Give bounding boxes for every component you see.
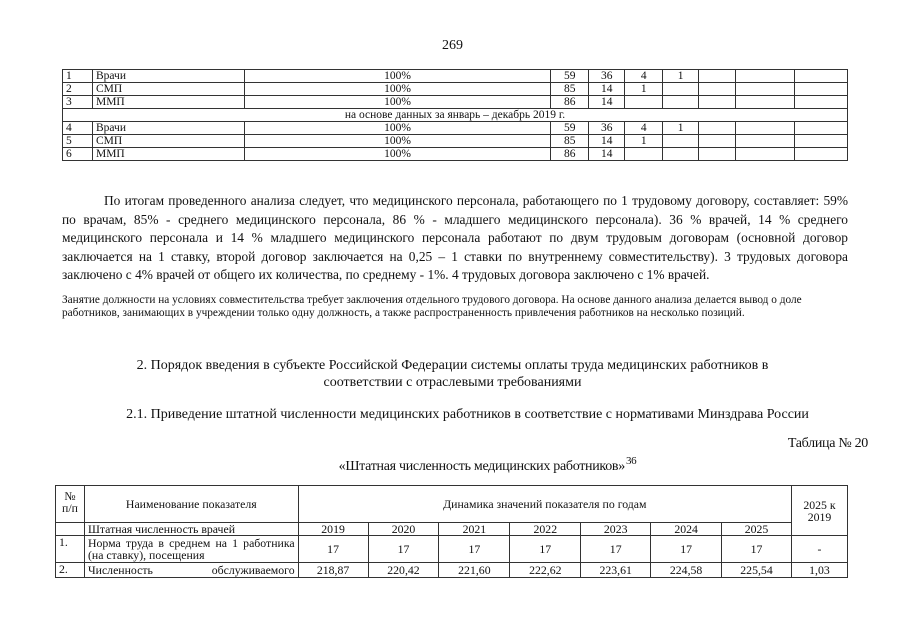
top-table-row — [63, 70, 848, 83]
row-value: 14 — [589, 135, 625, 148]
staffing-row-number: 2. — [56, 563, 85, 578]
row-number: 6 — [63, 148, 93, 161]
staffing-header-row — [56, 486, 848, 523]
row-value: 86 — [551, 148, 589, 161]
row-value: 14 — [589, 148, 625, 161]
staffing-value: 222,62 — [510, 563, 581, 578]
subheader-num-cell — [56, 523, 85, 536]
row-percent: 100% — [244, 148, 551, 161]
row-value: 59 — [551, 122, 589, 135]
header-name: Наименование показателя — [84, 486, 298, 523]
row-percent: 100% — [244, 122, 551, 135]
empty-cell — [736, 83, 795, 96]
analysis-paragraph: По итогам проведенного анализа следует, что медицинского персонала, работающего по 1 трудовому договору, составляет: 59% по врачам, 85% - среднего медицинского персонала, 86 % - младшего медицинского персонала). 36 % врачей, 14 % среднего медицинского персонала и 14 % младшего медицинского персонала работают по двум трудовым договорам (основной договор заключается на 1 ставку, второй договор заключается на 0,25 – 1 ставки по внутреннему совместительству). 3 трудовых договора заключено с 4% врачей от общего их количества, по среднему - 1%. 4 трудовых договора заключено с 1% врачей. — [62, 193, 848, 283]
staffing-ratio: 1,03 — [791, 563, 847, 578]
staffing-row — [56, 563, 848, 578]
empty-cell — [736, 70, 795, 83]
empty-cell — [795, 122, 848, 135]
staffing-table — [55, 485, 848, 578]
header-num: № п/п — [56, 486, 85, 523]
empty-cell — [699, 70, 736, 83]
staffing-row — [56, 536, 848, 563]
top-table-period-row — [63, 109, 848, 122]
row-value — [625, 96, 663, 109]
row-number: 1 — [63, 70, 93, 83]
top-table-row — [63, 83, 848, 96]
year-header: 2021 — [439, 523, 510, 536]
row-value: 1 — [625, 135, 663, 148]
row-number: 4 — [63, 122, 93, 135]
staffing-value: 220,42 — [368, 563, 439, 578]
table-label: Таблица № 20 — [787, 436, 868, 451]
empty-cell — [795, 135, 848, 148]
staffing-value: 17 — [510, 536, 581, 563]
staffing-value: 223,61 — [581, 563, 651, 578]
row-number: 5 — [63, 135, 93, 148]
row-name: СМП — [92, 83, 244, 96]
year-header: 2019 — [298, 523, 368, 536]
staffing-value: 17 — [651, 536, 722, 563]
row-name: ММП — [92, 148, 244, 161]
header-last: 2025 к 2019 — [791, 486, 847, 536]
staffing-body — [56, 536, 848, 578]
empty-cell — [736, 96, 795, 109]
staffing-value: 17 — [581, 536, 651, 563]
row-value — [663, 135, 699, 148]
empty-cell — [795, 148, 848, 161]
subheader-name: Штатная численность врачей — [84, 523, 298, 536]
row-value: 14 — [589, 96, 625, 109]
row-percent: 100% — [244, 70, 551, 83]
note-paragraph: Занятие должности на условиях совместительства требует заключения отдельного трудового договора. На основе данного анализа делается вывод о доле работников, занимающих в учреждении только одну должность, а также распространенность привлечения работников на несколько позиций. — [62, 294, 802, 320]
row-value: 36 — [589, 122, 625, 135]
empty-cell — [699, 96, 736, 109]
staffing-value: 17 — [298, 536, 368, 563]
row-value: 4 — [625, 122, 663, 135]
row-value: 86 — [551, 96, 589, 109]
row-name: СМП — [92, 135, 244, 148]
staffing-value: 218,87 — [298, 563, 368, 578]
row-name: Врачи — [92, 70, 244, 83]
section-2-line-1: 2. Порядок введения в субъекте Российской Федерации системы оплаты труда медицинских работников в — [136, 358, 769, 373]
row-value — [663, 148, 699, 161]
staffing-row-number: 1. — [56, 536, 85, 563]
empty-cell — [736, 135, 795, 148]
row-value: 1 — [663, 70, 699, 83]
row-value — [663, 96, 699, 109]
staffing-value: 17 — [722, 536, 792, 563]
period-label: на основе данных за январь – декабрь 2019 г. — [63, 109, 848, 122]
empty-cell — [699, 122, 736, 135]
page-number: 269 — [442, 38, 463, 53]
staffing-value: 221,60 — [439, 563, 510, 578]
row-value: 1 — [663, 122, 699, 135]
empty-cell — [795, 70, 848, 83]
empty-cell — [795, 83, 848, 96]
empty-cell — [699, 148, 736, 161]
row-percent: 100% — [244, 135, 551, 148]
year-header: 2025 — [722, 523, 792, 536]
top-table — [62, 69, 848, 161]
staffing-year-row — [56, 523, 848, 536]
staffing-value: 17 — [439, 536, 510, 563]
row-value: 85 — [551, 135, 589, 148]
row-percent: 100% — [244, 83, 551, 96]
row-value: 85 — [551, 83, 589, 96]
staffing-row-name: Численность обслуживаемого — [84, 563, 298, 578]
row-value: 59 — [551, 70, 589, 83]
row-value: 36 — [589, 70, 625, 83]
top-table-group-b — [63, 122, 848, 161]
staffing-value: 17 — [368, 536, 439, 563]
row-number: 2 — [63, 83, 93, 96]
row-value — [625, 148, 663, 161]
section-2-line-2: соответствии с отраслевыми требованиями — [323, 375, 582, 390]
year-header: 2022 — [510, 523, 581, 536]
empty-cell — [795, 96, 848, 109]
top-table-row — [63, 96, 848, 109]
row-name: ММП — [92, 96, 244, 109]
empty-cell — [736, 122, 795, 135]
empty-cell — [736, 148, 795, 161]
year-header: 2023 — [581, 523, 651, 536]
empty-cell — [699, 83, 736, 96]
row-value — [663, 83, 699, 96]
staffing-ratio: - — [791, 536, 847, 563]
top-table-row — [63, 148, 848, 161]
top-table-row — [63, 135, 848, 148]
staffing-value: 224,58 — [651, 563, 722, 578]
row-value: 14 — [589, 83, 625, 96]
table-title — [0, 455, 905, 475]
header-dynamics: Динамика значений показателя по годам — [298, 486, 791, 523]
top-table-row — [63, 122, 848, 135]
top-table-group-a — [63, 70, 848, 109]
empty-cell — [699, 135, 736, 148]
row-name: Врачи — [92, 122, 244, 135]
row-value: 1 — [625, 83, 663, 96]
row-number: 3 — [63, 96, 93, 109]
staffing-row-name: Норма труда в среднем на 1 работника (на ставку), посещения — [84, 536, 298, 563]
row-value: 4 — [625, 70, 663, 83]
year-header: 2020 — [368, 523, 439, 536]
row-percent: 100% — [244, 96, 551, 109]
section-2-heading — [0, 357, 905, 391]
year-header: 2024 — [651, 523, 722, 536]
table-title-text: «Штатная численность медицинских работников» — [338, 459, 625, 474]
staffing-value: 225,54 — [722, 563, 792, 578]
table-title-footnote: 36 — [625, 455, 637, 467]
section-2-1-heading: 2.1. Приведение штатной численности медицинских работников в соответствие с нормативами Минздрава России — [126, 407, 809, 422]
